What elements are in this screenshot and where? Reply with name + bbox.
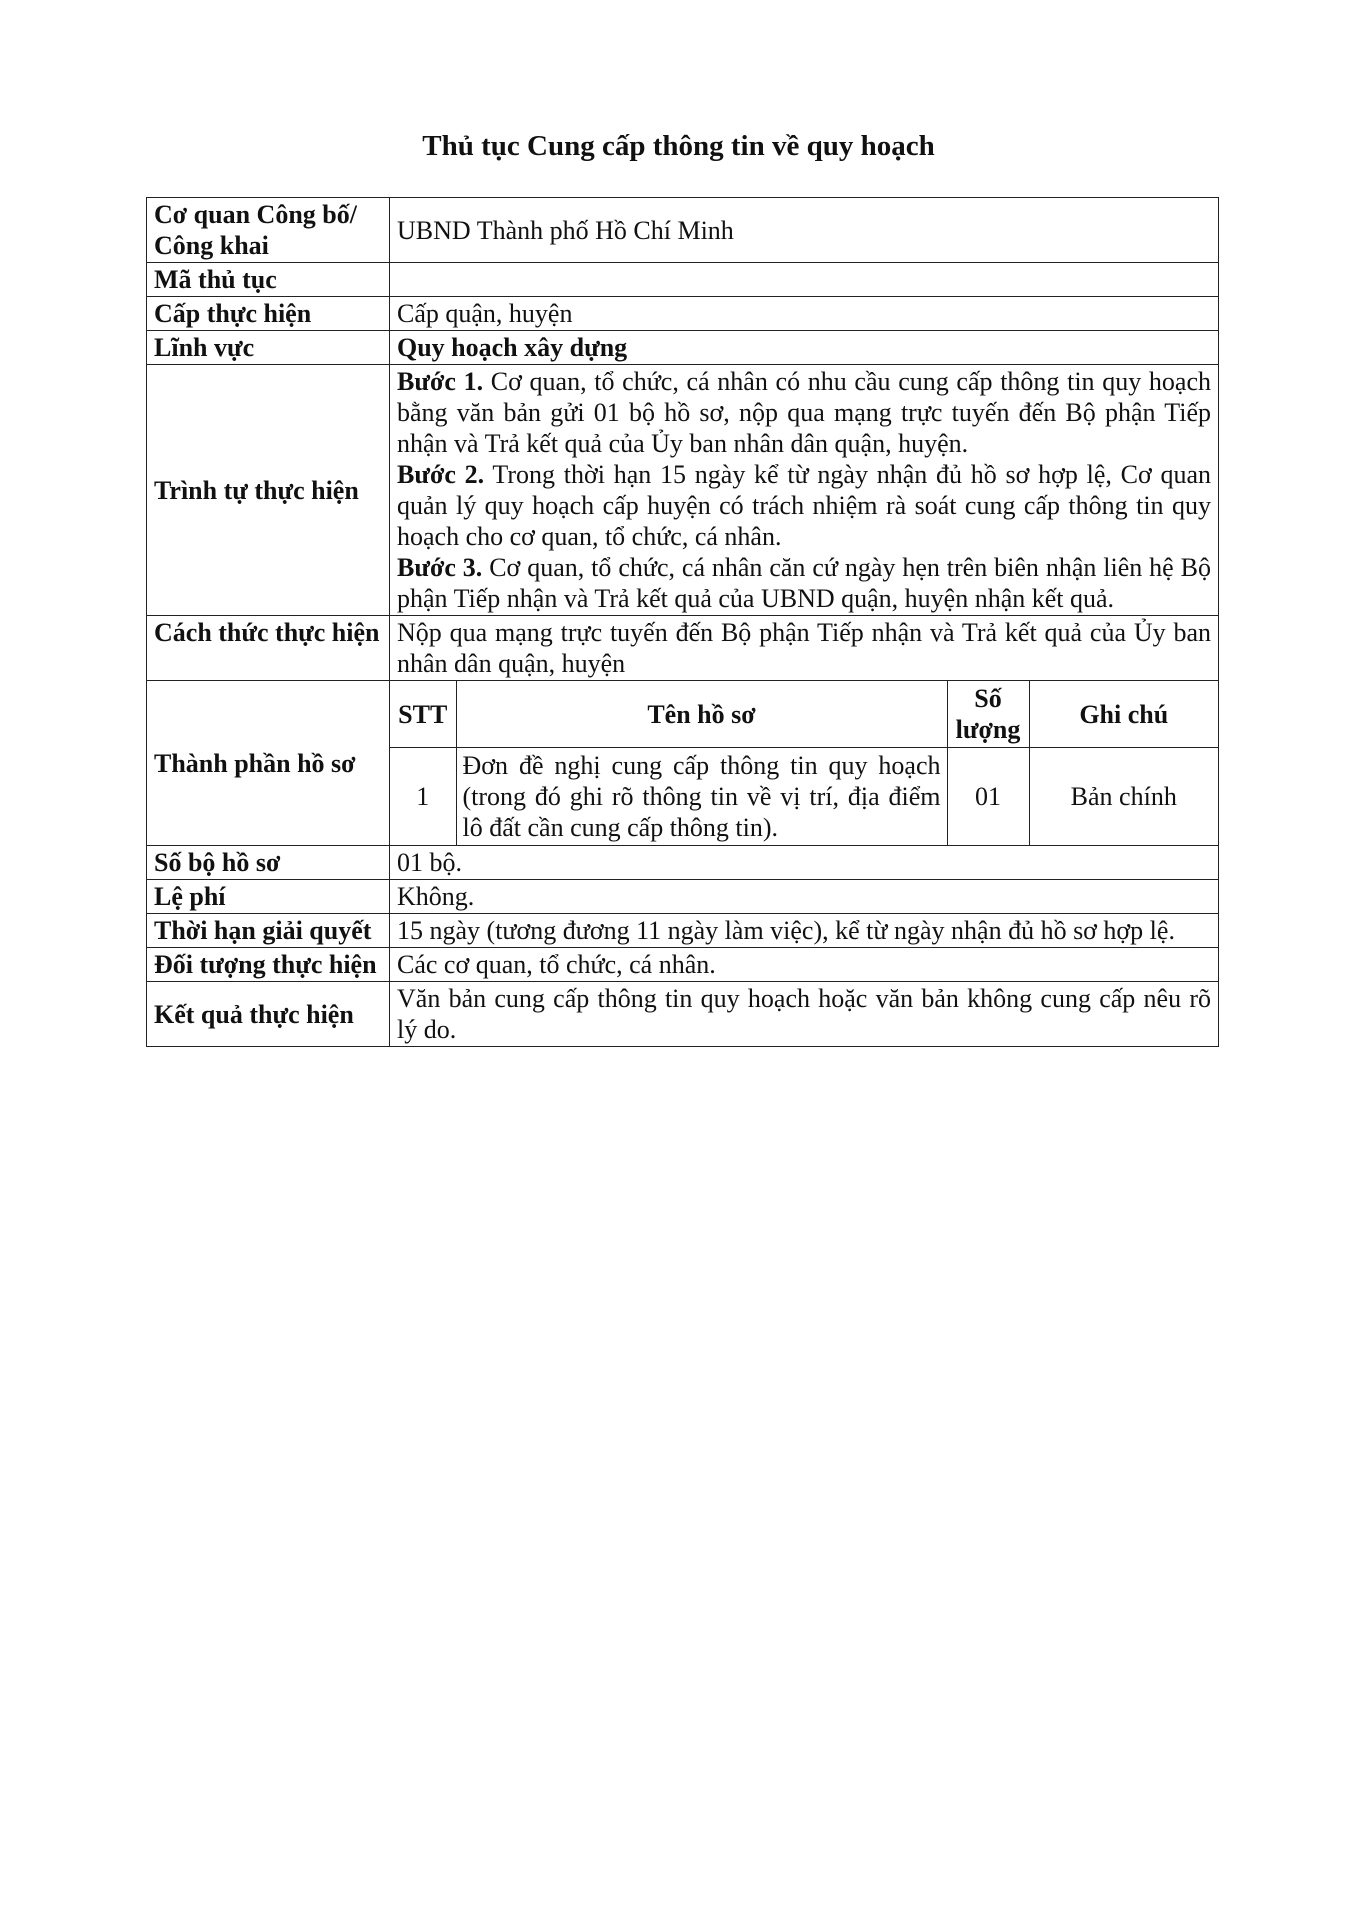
label-linh-vuc: Lĩnh vực — [147, 331, 390, 365]
cell-stt: 1 — [390, 748, 456, 846]
row-doi-tuong — [147, 948, 1219, 982]
step-1-heading: Bước 1. — [397, 367, 484, 396]
row-ma-thu-tuc — [147, 263, 1219, 297]
step-3-text: Cơ quan, tổ chức, cá nhân căn cứ ngày hẹn trên biên nhận liên hệ Bộ phận Tiếp nhận và Trả kết quả của UBND quận, huyện nhận kết quả. — [397, 553, 1211, 613]
row-co-quan — [147, 198, 1219, 263]
value-so-bo: 01 bộ. — [390, 846, 1219, 880]
value-ma-thu-tuc — [390, 263, 1219, 297]
value-thanh-phan — [390, 681, 1219, 846]
label-thoi-han: Thời hạn giải quyết — [147, 914, 390, 948]
value-co-quan: UBND Thành phố Hồ Chí Minh — [390, 198, 1219, 263]
row-trinh-tu — [147, 365, 1219, 616]
label-cap-thuc-hien: Cấp thực hiện — [147, 297, 390, 331]
value-doi-tuong: Các cơ quan, tổ chức, cá nhân. — [390, 948, 1219, 982]
value-cap-thuc-hien: Cấp quận, huyện — [390, 297, 1219, 331]
documents-table — [390, 681, 1218, 845]
header-ghi-chu: Ghi chú — [1029, 681, 1218, 748]
step-1 — [397, 366, 1211, 459]
row-ket-qua — [147, 982, 1219, 1047]
row-so-bo — [147, 846, 1219, 880]
label-co-quan: Cơ quan Công bố/ Công khai — [147, 198, 390, 263]
step-2-text: Trong thời hạn 15 ngày kể từ ngày nhận đủ hồ sơ hợp lệ, Cơ quan quản lý quy hoạch cấp huyện có trách nhiệm rà soát cung cấp thông tin quy hoạch cho cơ quan, tổ chức, cá nhân. — [397, 460, 1211, 551]
row-cach-thuc — [147, 616, 1219, 681]
row-thanh-phan — [147, 681, 1219, 846]
row-le-phi — [147, 880, 1219, 914]
label-thanh-phan: Thành phần hồ sơ — [147, 681, 390, 846]
value-trinh-tu — [390, 365, 1219, 616]
label-le-phi: Lệ phí — [147, 880, 390, 914]
value-linh-vuc: Quy hoạch xây dựng — [390, 331, 1219, 365]
table-row — [390, 748, 1218, 846]
cell-ten-ho-so: Đơn đề nghị cung cấp thông tin quy hoạch (trong đó ghi rõ thông tin về vị trí, địa điểm lô đất cần cung cấp thông tin). — [456, 748, 947, 846]
label-ma-thu-tuc: Mã thủ tục — [147, 263, 390, 297]
label-ket-qua: Kết quả thực hiện — [147, 982, 390, 1047]
cell-ghi-chu: Bản chính — [1029, 748, 1218, 846]
value-le-phi: Không. — [390, 880, 1219, 914]
row-linh-vuc — [147, 331, 1219, 365]
value-thoi-han: 15 ngày (tương đương 11 ngày làm việc), kể từ ngày nhận đủ hồ sơ hợp lệ. — [390, 914, 1219, 948]
row-cap-thuc-hien — [147, 297, 1219, 331]
label-trinh-tu: Trình tự thực hiện — [147, 365, 390, 616]
row-thoi-han — [147, 914, 1219, 948]
page-title: Thủ tục Cung cấp thông tin về quy hoạch — [422, 130, 935, 162]
cell-so-luong: 01 — [947, 748, 1029, 846]
step-3-heading: Bước 3. — [397, 553, 483, 582]
procedure-table — [146, 197, 1219, 1047]
header-stt: STT — [390, 681, 456, 748]
label-so-bo: Số bộ hồ sơ — [147, 846, 390, 880]
step-2 — [397, 459, 1211, 552]
label-doi-tuong: Đối tượng thực hiện — [147, 948, 390, 982]
step-1-text: Cơ quan, tổ chức, cá nhân có nhu cầu cung cấp thông tin quy hoạch bằng văn bản gửi 01 bộ hồ sơ, nộp qua mạng trực tuyến đến Bộ phận Tiếp nhận và Trả kết quả của Ủy ban nhân dân quận, huyện. — [397, 367, 1211, 458]
header-so-luong: Số lượng — [947, 681, 1029, 748]
value-cach-thuc: Nộp qua mạng trực tuyến đến Bộ phận Tiếp nhận và Trả kết quả của Ủy ban nhân dân quận, huyện — [390, 616, 1219, 681]
label-cach-thuc: Cách thức thực hiện — [147, 616, 390, 681]
step-2-heading: Bước 2. — [397, 460, 485, 489]
step-3 — [397, 552, 1211, 614]
header-ten-ho-so: Tên hồ sơ — [456, 681, 947, 748]
documents-header-row — [390, 681, 1218, 748]
value-ket-qua: Văn bản cung cấp thông tin quy hoạch hoặc văn bản không cung cấp nêu rõ lý do. — [390, 982, 1219, 1047]
